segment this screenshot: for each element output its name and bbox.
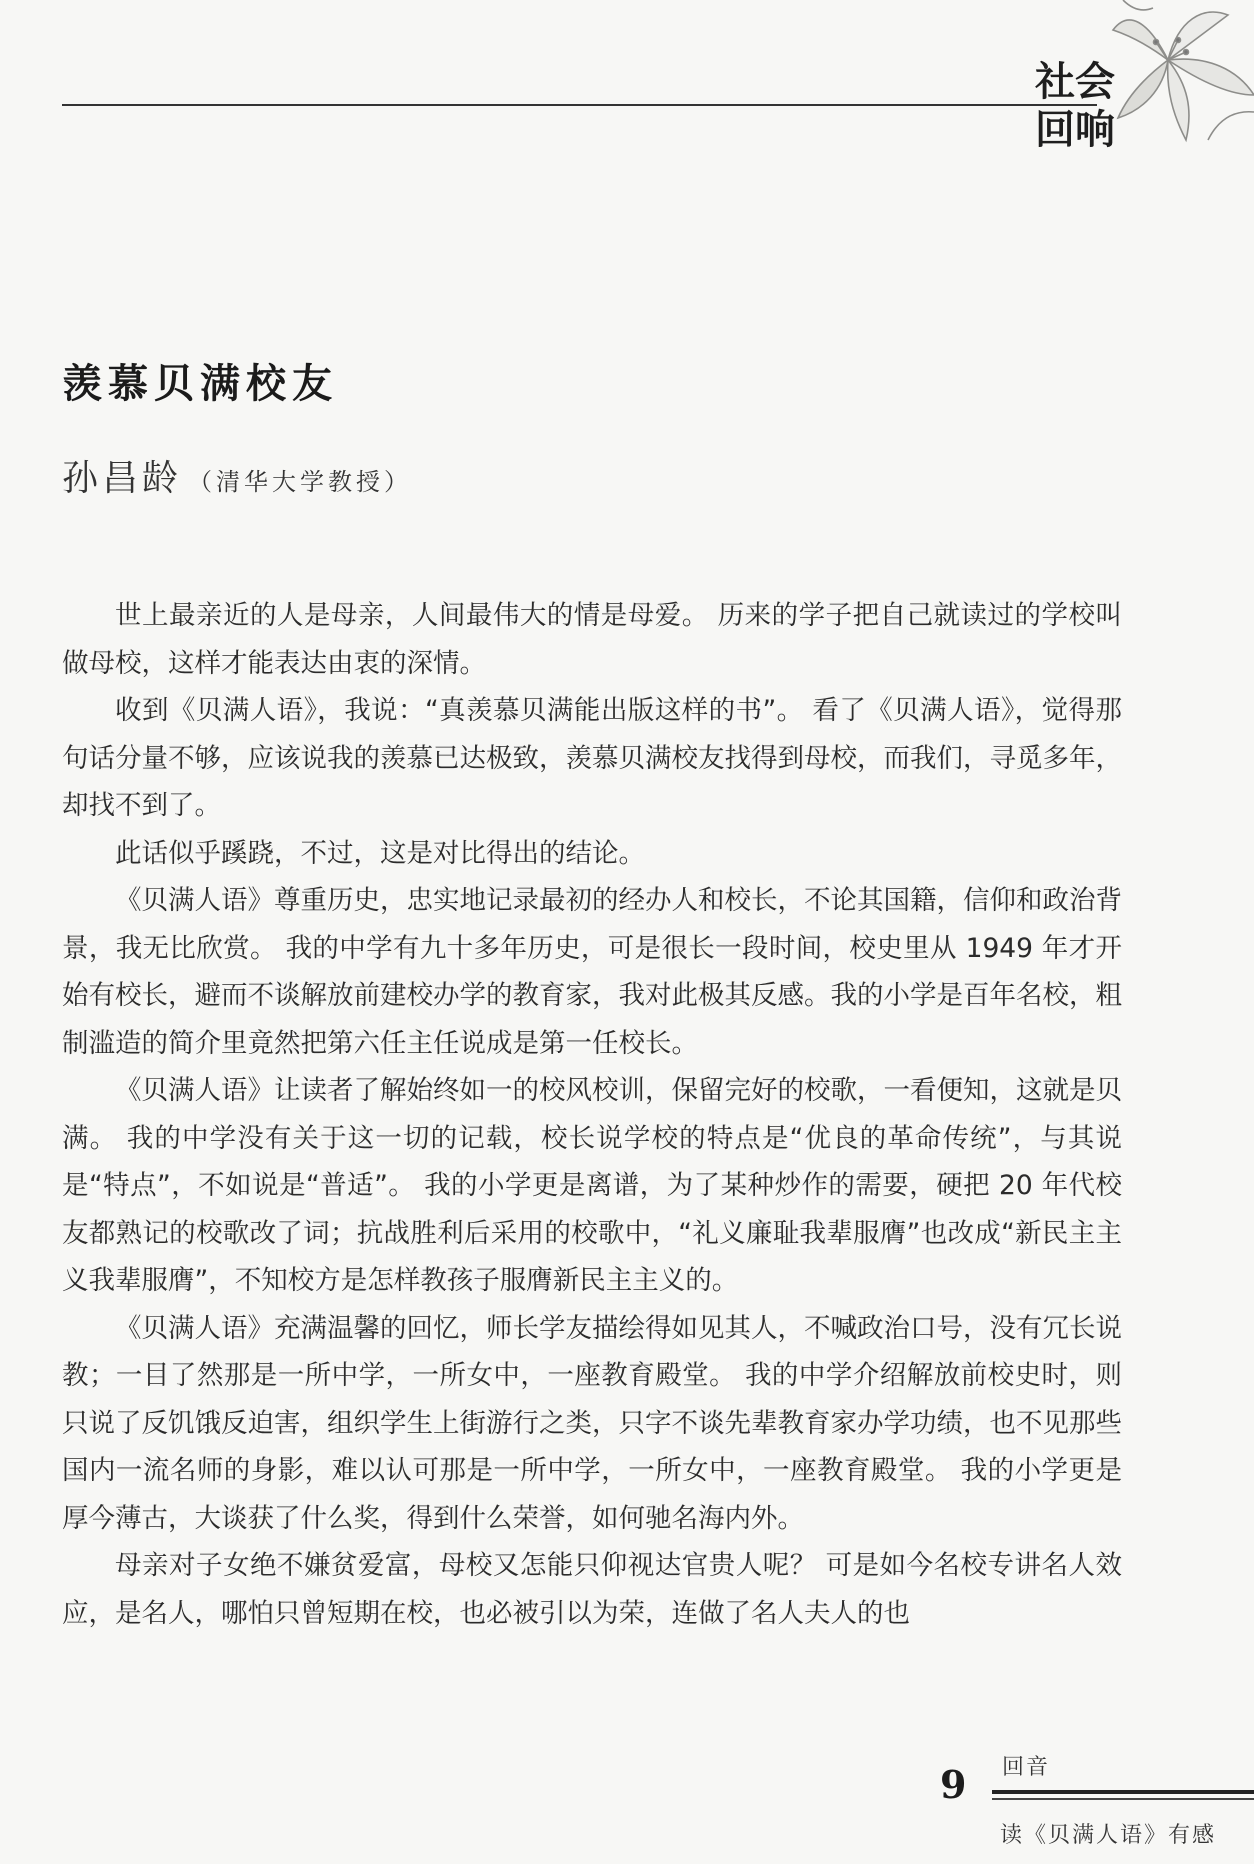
section-tag [1020,58,1130,154]
page-footer [940,1750,1254,1864]
footer-rule-thin [992,1798,1254,1800]
paragraph: 《贝满人语》尊重历史，忠实地记录最初的经办人和校长，不论其国籍，信仰和政治背景，我无比欣赏。 我的中学有九十多年历史，可是很长一段时间，校史里从 1949 年才开始有校长，避而不谈解放前建校办学的教育家，我对此极其反感。我的小学是百年名校，粗制滥造的简介里竟然把第六任主任说成是第一任校长。 [62,885,1122,1059]
paragraph: 《贝满人语》让读者了解始终如一的校风校训，保留完好的校歌，一看便知，这就是贝满。 我的中学没有关于这一切的记载，校长说学校的特点是“优良的革命传统”，与其说是“特点”，不如说是“普适”。 我的小学更是离谱，为了某种炒作的需要，硬把 20 年代校友都熟记的校歌改了词；抗战胜利后采用的校歌中，“礼义廉耻我辈服膺”也改成“新民主主义我辈服膺”，不知校方是怎样教孩子服膺新民主主义的。 [62,1075,1122,1296]
footer-column-name: 回音 [1002,1755,1051,1780]
page-number: 9 [940,1762,967,1807]
paragraph: 世上最亲近的人是母亲，人间最伟大的情是母爱。 历来的学子把自己就读过的学校叫做母校，这样才能表达由衷的深情。 [62,600,1122,679]
byline [62,450,412,501]
article-body [62,592,1122,1637]
paragraph: 此话似乎蹊跷，不过，这是对比得出的结论。 [115,837,645,869]
article-title: 羡慕贝满校友 [62,361,338,407]
section-tag-line1: 社会 [1035,59,1115,105]
header-rule [62,104,1097,106]
paragraph: 收到《贝满人语》，我说：“真羡慕贝满能出版这样的书”。 看了《贝满人语》，觉得那句话分量不够，应该说我的羡慕已达极致，羡慕贝满校友找得到母校，而我们，寻觅多年，却找不到了。 [62,695,1122,821]
footer-column-subtitle: 读《贝满人语》有感 [1000,1823,1217,1848]
author-name: 孙昌龄 [62,458,183,499]
footer-rule-thick [992,1790,1254,1794]
author-affiliation: （清华大学教授） [188,468,413,496]
paragraph: 母亲对子女绝不嫌贫爱富，母校又怎能只仰视达官贵人呢？ 可是如今名校专讲名人效应，是名人，哪怕只曾短期在校，也必被引以为荣，连做了名人夫人的也 [62,1550,1122,1629]
paragraph: 《贝满人语》充满温馨的回忆，师长学友描绘得如见其人，不喊政治口号，没有冗长说教；一目了然那是一所中学，一所女中，一座教育殿堂。 我的中学介绍解放前校史时，则只说了反饥饿反迫害，组织学生上街游行之类，只字不谈先辈教育家办学功绩，也不见那些国内一流名师的身影，难以认可那是一所中学，一所女中，一座教育殿堂。 我的小学更是厚今薄古，大谈获了什么奖，得到什么荣誉，如何驰名海内外。 [62,1312,1122,1534]
section-tag-line2: 回响 [1035,107,1115,153]
